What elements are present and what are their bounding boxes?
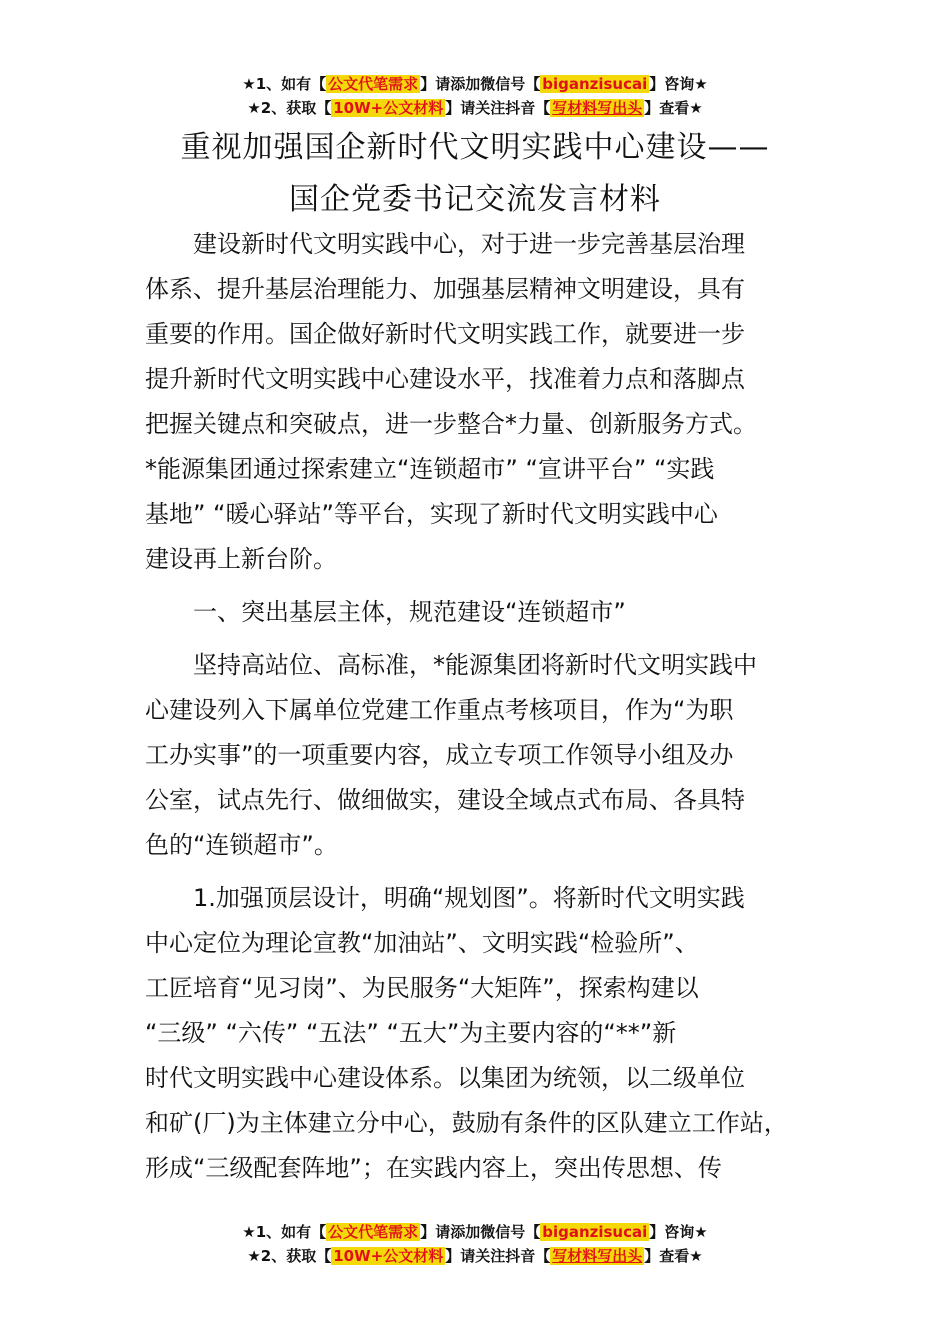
top-banner [0,72,950,120]
banner-text: 】请添加微信号【 [420,1223,541,1241]
text-line: 重要的作用。国企做好新时代文明实践工作，就要进一步 [145,320,745,348]
banner-line-2 [0,96,950,120]
highlight-tag: 公文代笔需求 [328,75,419,93]
douyin-highlight: 写材料写出头 [552,1247,643,1265]
banner-text: 】请关注抖音【 [445,1247,551,1265]
title-line-1: 重视加强国企新时代文明实践中心建设—— [180,130,770,165]
text-line: 形成“三级配套阵地”；在实践内容上，突出传思想、传 [145,1154,722,1182]
text-line: *能源集团通过探索建立“连锁超市” “宣讲平台” “实践 [145,455,715,483]
wechat-id-highlight: biganzisucai [542,75,648,93]
highlight-tag: 公文代笔需求 [328,1223,419,1241]
paragraph-intro [145,222,815,582]
text-line: 建设新时代文明实践中心，对于进一步完善基层治理 [193,230,745,258]
text-line: “三级” “六传” “五法” “五大”为主要内容的“**”新 [145,1019,677,1047]
banner-line-2 [0,1244,950,1268]
banner-text: ★2、获取【 [247,99,332,117]
bottom-banner [0,1220,950,1268]
banner-text: 】请关注抖音【 [445,99,551,117]
document-title [0,122,950,226]
wechat-id-highlight: biganzisucai [542,1223,648,1241]
text-line: 工匠培育“见习岗”、为民服务“大矩阵”，探索构建以 [145,974,699,1002]
highlight-tag: 10W+公文材料 [333,1247,444,1265]
text-line: 把握关键点和突破点，进一步整合*力量、创新服务方式。 [145,410,757,438]
banner-text: 】查看★ [644,1247,703,1265]
text-line: 建设再上新台阶。 [145,545,337,573]
section-heading [145,590,815,635]
banner-line-1 [0,72,950,96]
text-line: 公室，试点先行、做细做实，建设全域点式布局、各具特 [145,786,745,814]
title-line-2: 国企党委书记交流发言材料 [289,182,661,217]
banner-text: ★1、如有【 [242,1223,327,1241]
highlight-tag: 10W+公文材料 [333,99,444,117]
text-line: 色的“连锁超市”。 [145,831,338,859]
text-line: 工办实事”的一项重要内容，成立专项工作领导小组及办 [145,741,734,769]
banner-text: 】请添加微信号【 [420,75,541,93]
banner-text: ★2、获取【 [247,1247,332,1265]
text-line: 基地” “暖心驿站”等平台，实现了新时代文明实践中心 [145,500,718,528]
text-line: 心建设列入下属单位党建工作重点考核项目，作为“为职 [145,696,734,724]
heading-text: 一、突出基层主体，规范建设“连锁超市” [193,598,626,626]
banner-text: 】查看★ [644,99,703,117]
text-line: 1.加强顶层设计，明确“规划图”。将新时代文明实践 [193,884,745,912]
text-line: 和矿(厂)为主体建立分中心，鼓励有条件的区队建立工作站， [145,1109,788,1137]
banner-line-1 [0,1220,950,1244]
banner-text: 】咨询★ [649,75,708,93]
text-line: 体系、提升基层治理能力、加强基层精神文明建设，具有 [145,275,745,303]
paragraph-section-1 [145,643,815,868]
banner-text: ★1、如有【 [242,75,327,93]
text-line: 中心定位为理论宣教“加油站”、文明实践“检验所”、 [145,929,699,957]
banner-text: 】咨询★ [649,1223,708,1241]
text-line: 时代文明实践中心建设体系。以集团为统领，以二级单位 [145,1064,745,1092]
douyin-highlight: 写材料写出头 [552,99,643,117]
text-line: 提升新时代文明实践中心建设水平，找准着力点和落脚点 [145,365,745,393]
paragraph-subsection-1 [145,876,815,1191]
text-line: 坚持高站位、高标准，*能源集团将新时代文明实践中 [193,651,757,679]
